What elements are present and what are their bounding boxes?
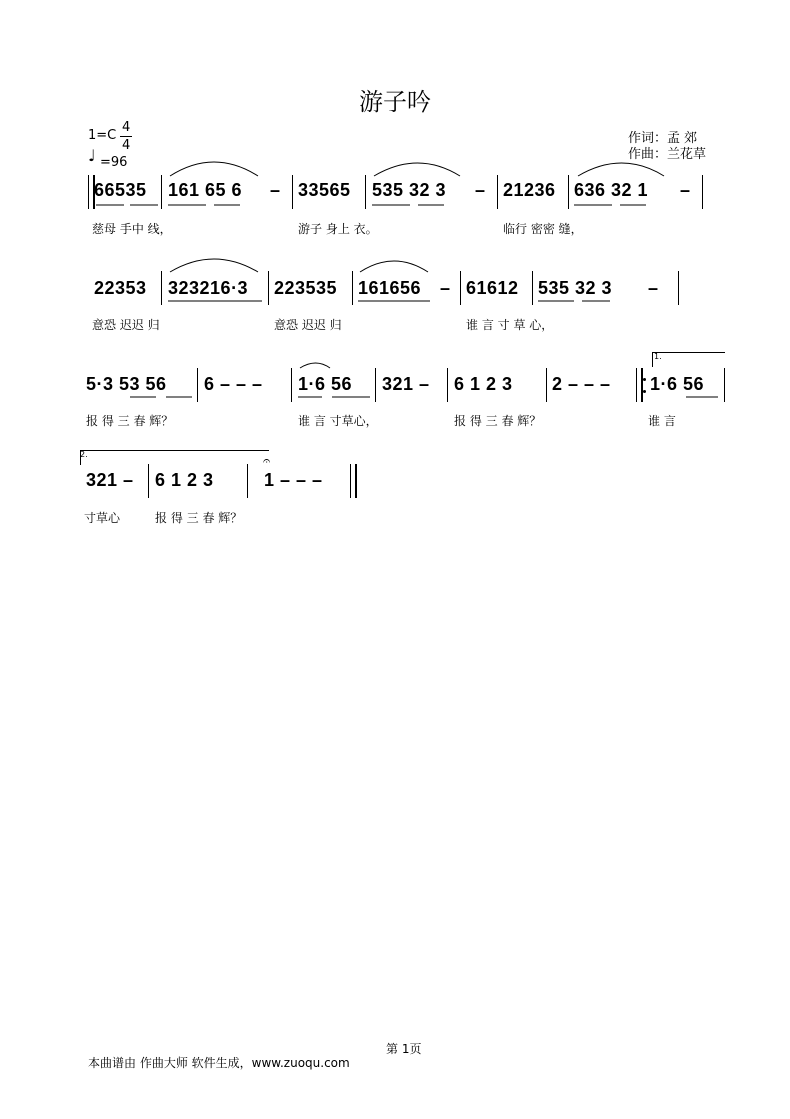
dash: –: [475, 180, 486, 200]
key-signature: 1=C: [88, 128, 117, 143]
slur: [300, 363, 330, 368]
slur: [374, 163, 460, 176]
lyric-phrase: 寸草心: [84, 511, 121, 525]
quarter-note-icon: ♩: [88, 146, 96, 165]
lyric-phrase: 谁 言 寸草心，: [298, 414, 378, 428]
lyric-phrase: 谁 言 寸 草 心，: [466, 318, 554, 332]
lyric-phrase: 游子 身上 衣。: [298, 222, 378, 236]
slur: [170, 162, 258, 176]
dash: –: [680, 180, 691, 200]
note-group: 535 32 3: [538, 278, 613, 298]
note-group: 61612: [466, 278, 519, 298]
slur: [360, 261, 428, 272]
note-group: 1·6 56: [650, 374, 705, 394]
slur: [170, 259, 258, 272]
note-group: 321 –: [382, 374, 430, 394]
note-group: 161 65 6: [168, 180, 243, 200]
note-group: 323216·3: [168, 278, 249, 298]
lyric-phrase: 意恐 迟迟 归: [92, 318, 160, 332]
composer-credit: 作曲：兰花草: [628, 147, 707, 162]
slur: [578, 163, 664, 176]
lyric-phrase: 临行 密密 缝，: [503, 222, 583, 236]
lyric-phrase: 报 得 三 春 辉？: [155, 511, 243, 525]
lyricist-credit: 作词：孟 郊: [628, 131, 698, 146]
note-group: 2 – – –: [552, 374, 611, 394]
note-group: 6 1 2 3: [454, 374, 513, 394]
lyric-phrase: 谁 言: [648, 414, 676, 428]
note-group: 6 – – –: [204, 374, 263, 394]
note-group: 161656: [358, 278, 422, 298]
note-group: 636 32 1: [574, 180, 649, 200]
tempo-marking: =96: [100, 155, 128, 170]
note-group: 1 – – –: [264, 470, 323, 490]
second-ending-label: 2.: [80, 450, 88, 459]
note-group: 5·3 53 56: [86, 374, 167, 394]
note-group: 66535: [94, 180, 147, 200]
lyric-phrase: 报 得 三 春 辉？: [86, 414, 174, 428]
note-group: 22353: [94, 278, 147, 298]
first-ending-label: 1.: [654, 352, 662, 361]
note-group: 223535: [274, 278, 338, 298]
generator-footer: 本曲谱由 作曲大师 软件生成，www.zuoqu.com: [88, 1056, 350, 1070]
dash: –: [440, 278, 451, 298]
time-signature-top: 4: [122, 120, 131, 135]
lyric-phrase: 慈母 手中 线，: [92, 222, 172, 236]
note-group: 21236: [503, 180, 556, 200]
time-signature-bottom: 4: [122, 138, 131, 153]
score-title: 游子吟: [359, 88, 431, 116]
fermata-icon: 𝄐: [263, 454, 271, 469]
lyric-phrase: 意恐 迟迟 归: [274, 318, 342, 332]
dash: –: [648, 278, 659, 298]
note-group: 535 32 3: [372, 180, 447, 200]
note-group: 33565: [298, 180, 351, 200]
lyric-phrase: 报 得 三 春 辉？: [454, 414, 542, 428]
dash: –: [270, 180, 281, 200]
note-group: 6 1 2 3: [155, 470, 214, 490]
note-group: 321 –: [86, 470, 134, 490]
page-number: 第 1页: [386, 1042, 422, 1056]
note-group: 1·6 56: [298, 374, 353, 394]
